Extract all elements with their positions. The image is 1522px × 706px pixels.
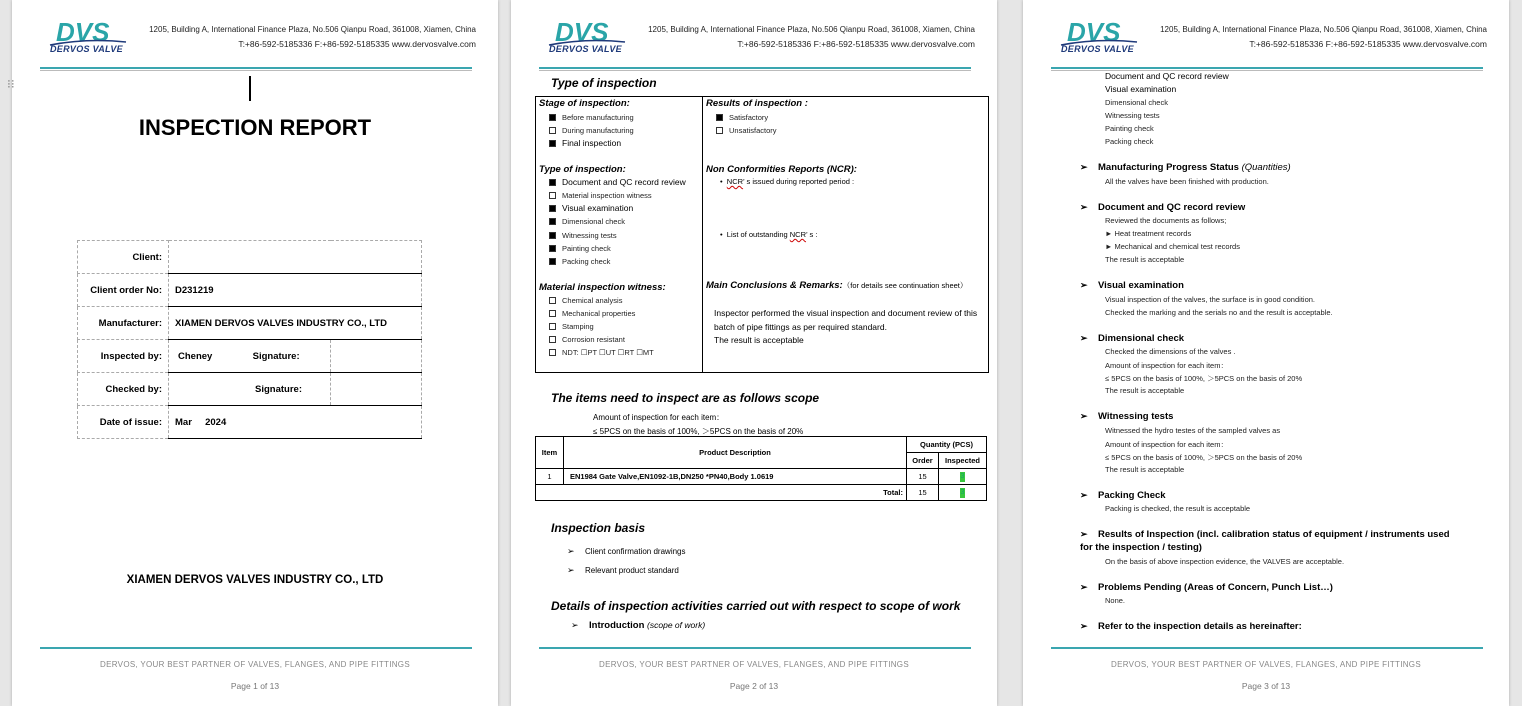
section-heading: ➢ Results of Inspection (incl. calibration status of equipment / instruments used (1080, 529, 1450, 540)
checkbox-mechanical-properties[interactable]: Mechanical properties (549, 309, 635, 318)
section-line: Checked the dimensions of the valves . (1105, 347, 1236, 356)
checkbox-during-manufacturing[interactable]: During manufacturing (549, 126, 634, 135)
section-line: All the valves have been finished with production. (1105, 177, 1269, 186)
section-line: The result is acceptable (1105, 465, 1185, 474)
inspected-cell[interactable] (169, 340, 331, 373)
page-number: Page 2 of 13 (729, 681, 779, 691)
section-heading-cont: for the inspection / testing) (1080, 542, 1202, 553)
section-line: On the basis of above inspection evidence, the VALVES are acceptable. (1105, 557, 1345, 566)
basis-item: ➢ Relevant product standard (567, 565, 679, 575)
header-rule-thin (40, 70, 472, 71)
checkbox-before-manufacturing[interactable]: Before manufacturing (549, 113, 634, 122)
signature-label: Signature: (255, 383, 302, 395)
footer-rule (40, 647, 472, 649)
cell-description: EN1984 Gate Valve,EN1092-1B,DN250 *PN40,Body 1.0619 (564, 469, 907, 485)
column-divider (702, 97, 703, 372)
section-heading: ➢ Problems Pending (Areas of Concern, Punch List…) (1080, 582, 1333, 593)
col-quantity: Quantity (PCS) (907, 437, 987, 453)
checkbox-icon (549, 349, 556, 356)
scope-item: Document and QC record review (1105, 71, 1229, 81)
checkbox-material-witness[interactable]: Material inspection witness (549, 191, 652, 200)
document-page-1 (7, 0, 498, 706)
header-rule (1051, 67, 1483, 69)
arrow-icon: ➢ (1080, 280, 1088, 290)
header-address: 1205, Building A, International Finance Plaza, No.506 Qianpu Road, 361008, Xiamen, China (1160, 25, 1487, 34)
header-rule-thin (539, 70, 971, 71)
arrow-icon: ➢ (1080, 162, 1088, 172)
checkbox-document-review[interactable]: Document and QC record review (549, 177, 686, 187)
table-row (78, 307, 422, 340)
type-heading: Type of inspection: (539, 164, 626, 175)
ncr-heading: Non Conformities Reports (NCR): (706, 164, 857, 175)
total-label: Total: (536, 485, 907, 501)
col-inspected: Inspected (939, 453, 987, 469)
items-table (535, 436, 987, 501)
report-title: INSPECTION REPORT (138, 115, 372, 140)
arrow-icon: ➢ (1080, 582, 1088, 592)
section-heading: ➢ Refer to the inspection details as hereinafter: (1080, 621, 1302, 632)
inspection-summary-box (535, 96, 989, 373)
manufacturer-label: Manufacturer: (78, 307, 169, 340)
table-total-row (536, 485, 987, 501)
checkbox-stamping[interactable]: Stamping (549, 322, 594, 331)
details-title: Details of inspection activities carried out with respect to scope of work (551, 599, 961, 613)
section-line: ► Heat treatment records (1105, 229, 1192, 238)
table-row (78, 241, 422, 274)
conclusions-text: Inspector performed the visual inspection and document review of this batch of pipe fittings as per required standard. (714, 308, 978, 332)
col-description: Product Description (564, 437, 907, 469)
cell-item: 1 (536, 469, 564, 485)
checkbox-witnessing-tests[interactable]: Witnessing tests (549, 231, 617, 240)
inspected-value: Cheney (178, 350, 213, 362)
checkbox-icon (549, 297, 556, 304)
scope-item: Visual examination (1105, 84, 1177, 94)
page-number: Page 1 of 13 (230, 681, 280, 691)
col-order: Order (907, 453, 939, 469)
checkbox-icon (549, 179, 556, 186)
section-line: The result is acceptable (1105, 255, 1185, 264)
section-line: None. (1105, 596, 1126, 605)
table-row (78, 274, 422, 307)
arrow-icon: ➢ (1080, 529, 1088, 539)
footer-rule (1051, 647, 1483, 649)
inspection-basis-title: Inspection basis (551, 521, 646, 535)
ncr-issued-line: • NCR’ s issued during reported period : (720, 177, 855, 186)
checkbox-icon (549, 127, 556, 134)
scope-item: Packing check (1105, 137, 1154, 146)
checkbox-icon (549, 205, 556, 212)
type-of-inspection-title: Type of inspection (551, 76, 657, 90)
page-number: Page 3 of 13 (1241, 681, 1291, 691)
section-line: ► Mechanical and chemical test records (1105, 242, 1240, 251)
table-row (78, 406, 422, 439)
scope-item: Witnessing tests (1105, 111, 1160, 120)
section-line: ≤ 5PCS on the basis of 100%, ＞5PCS on the basis of 20% (1105, 374, 1303, 383)
material-heading: Material inspection witness: (539, 282, 666, 293)
basis-line: ≤ 5PCS on the basis of 100%, ＞5PCS on the basis of 20% (593, 427, 804, 436)
table-row (78, 373, 422, 406)
checkbox-icon (549, 323, 556, 330)
checkbox-icon (549, 232, 556, 239)
logo-subtitle: DERVOS VALVE (1061, 44, 1134, 54)
section-line: The result is acceptable (1105, 386, 1185, 395)
conclusions-result: The result is acceptable (714, 335, 804, 345)
checkbox-unsatisfactory[interactable]: Unsatisfactory (716, 126, 777, 135)
signature-label: Signature: (252, 350, 300, 362)
section-line: Amount of inspection for each item： (1105, 440, 1228, 449)
col-item: Item (536, 437, 564, 469)
header-rule (539, 67, 971, 69)
total-order: 15 (907, 485, 939, 501)
scope-item: Dimensional check (1105, 98, 1168, 107)
arrow-icon: ➢ (1080, 621, 1088, 631)
arrow-icon: ➢ (1080, 333, 1088, 343)
section-heading: ➢ Document and QC record review (1080, 202, 1246, 213)
svg-text:DVS: DVS (56, 18, 110, 46)
checkbox-icon (716, 114, 723, 121)
header-contact: T:+86-592-5185336 F:+86-592-5185335 www.dervosvalve.com (1249, 39, 1487, 49)
checkbox-visual-examination[interactable]: Visual examination (549, 203, 633, 213)
conclusions-heading: Main Conclusions & Remarks:（for details see continuation sheet） (706, 280, 968, 291)
checkbox-satisfactory[interactable]: Satisfactory (716, 113, 768, 122)
checkbox-packing-check[interactable]: Packing check (549, 257, 610, 266)
ncr-outstanding-line: • List of outstanding NCR’ s : (720, 230, 818, 239)
company-name: XIAMEN DERVOS VALVES INDUSTRY CO., LTD (126, 574, 384, 586)
header-contact: T:+86-592-5185336 F:+86-592-5185335 www.dervosvalve.com (238, 39, 476, 49)
arrow-icon: ➢ (567, 546, 575, 556)
checkbox-chemical-analysis[interactable]: Chemical analysis (549, 296, 622, 305)
checkbox-corrosion-resistant[interactable]: Corrosion resistant (549, 335, 625, 344)
section-heading: ➢ Packing Check (1080, 490, 1166, 501)
manufacturer-value[interactable]: XIAMEN DERVOS VALVES INDUSTRY CO., LTD (169, 307, 422, 340)
section-line: Packing is checked, the result is acceptable (1105, 504, 1251, 513)
document-page-2 (511, 0, 997, 706)
section-line: Witnessed the hydro testes of the sampled valves as (1105, 426, 1281, 435)
inspected-signature[interactable] (331, 340, 422, 373)
table-row (536, 469, 987, 485)
header-address: 1205, Building A, International Finance Plaza, No.506 Qianpu Road, 361008, Xiamen, China (648, 25, 975, 34)
logo-subtitle: DERVOS VALVE (549, 44, 622, 54)
checkbox-dimensional-check[interactable]: Dimensional check (549, 217, 625, 226)
arrow-icon: ➢ (571, 620, 579, 630)
checkbox-icon (549, 218, 556, 225)
footer-tagline: DERVOS, YOUR BEST PARTNER OF VALVES, FLANGES, AND PIPE FITTINGS (1111, 660, 1421, 669)
checkbox-icon (549, 336, 556, 343)
order-value[interactable]: D231219 (169, 274, 422, 307)
section-line: Amount of inspection for each item： (1105, 361, 1228, 370)
checkbox-icon (549, 192, 556, 199)
drag-handle-icon[interactable]: ⁝⁝ (7, 77, 15, 91)
basis-item: ➢ Client confirmation drawings (567, 546, 686, 556)
document-page-3 (1023, 0, 1509, 706)
arrow-icon: ➢ (1080, 411, 1088, 421)
section-heading: ➢ Visual examination (1080, 280, 1184, 291)
text-cursor (249, 76, 251, 101)
report-info-table (77, 240, 422, 439)
table-header-row (536, 437, 987, 453)
svg-text:DVS: DVS (555, 18, 609, 46)
results-heading: Results of inspection : (706, 98, 808, 109)
introduction-item: ➢ Introduction (scope of work) (571, 620, 706, 631)
cell-order: 15 (907, 469, 939, 485)
section-line: Checked the marking and the serials no and the result is acceptable. (1105, 308, 1333, 317)
svg-text:DVS: DVS (1067, 18, 1121, 46)
date-label: Date of issue: (78, 406, 169, 439)
table-row (78, 340, 422, 373)
logo-subtitle: DERVOS VALVE (50, 44, 123, 54)
checkbox-ndt[interactable]: NDT: ☐PT ☐UT ☐RT ☐MT (549, 348, 654, 357)
section-heading: ➢ Witnessing tests (1080, 411, 1174, 422)
section-line: ≤ 5PCS on the basis of 100%, ＞5PCS on the basis of 20% (1105, 453, 1303, 462)
scope-item: Painting check (1105, 124, 1154, 133)
footer-tagline: DERVOS, YOUR BEST PARTNER OF VALVES, FLANGES, AND PIPE FITTINGS (100, 660, 410, 669)
items-scope-title: The items need to inspect are as follows scope (551, 391, 820, 405)
inspected-label: Inspected by: (78, 340, 169, 373)
checkbox-icon (549, 310, 556, 317)
client-label: Client: (78, 241, 169, 274)
header-address: 1205, Building A, International Finance Plaza, No.506 Qianpu Road, 361008, Xiamen, China (149, 25, 476, 34)
section-heading: ➢ Manufacturing Progress Status (Quantities) (1080, 162, 1291, 173)
section-line: Reviewed the documents as follows; (1105, 216, 1227, 225)
amount-line: Amount of inspection for each item： (593, 413, 725, 422)
order-label: Client order No: (78, 274, 169, 307)
footer-rule (539, 647, 971, 649)
checkbox-icon (549, 140, 556, 147)
checkbox-icon (549, 114, 556, 121)
section-heading: ➢ Dimensional check (1080, 333, 1185, 344)
client-value[interactable] (169, 241, 422, 274)
checkbox-icon (716, 127, 723, 134)
checkbox-icon (549, 258, 556, 265)
date-value[interactable]: Mar 2024 (169, 406, 422, 439)
header-contact: T:+86-592-5185336 F:+86-592-5185335 www.dervosvalve.com (737, 39, 975, 49)
footer-tagline: DERVOS, YOUR BEST PARTNER OF VALVES, FLANGES, AND PIPE FITTINGS (599, 660, 909, 669)
checked-cell[interactable] (169, 373, 331, 406)
arrow-icon: ➢ (567, 565, 575, 575)
arrow-icon: ➢ (1080, 490, 1088, 500)
total-inspected: 3 (939, 485, 987, 501)
header-rule (40, 67, 472, 69)
checkbox-icon (549, 245, 556, 252)
checkbox-final-inspection[interactable]: Final inspection (549, 138, 621, 148)
checkbox-painting-check[interactable]: Painting check (549, 244, 611, 253)
arrow-icon: ➢ (1080, 202, 1088, 212)
section-line: Visual inspection of the valves, the surface is in good condition. (1105, 295, 1315, 304)
stage-heading: Stage of inspection: (539, 98, 630, 109)
checked-signature[interactable] (331, 373, 422, 406)
cell-inspected: 3 (939, 469, 987, 485)
checked-label: Checked by: (78, 373, 169, 406)
